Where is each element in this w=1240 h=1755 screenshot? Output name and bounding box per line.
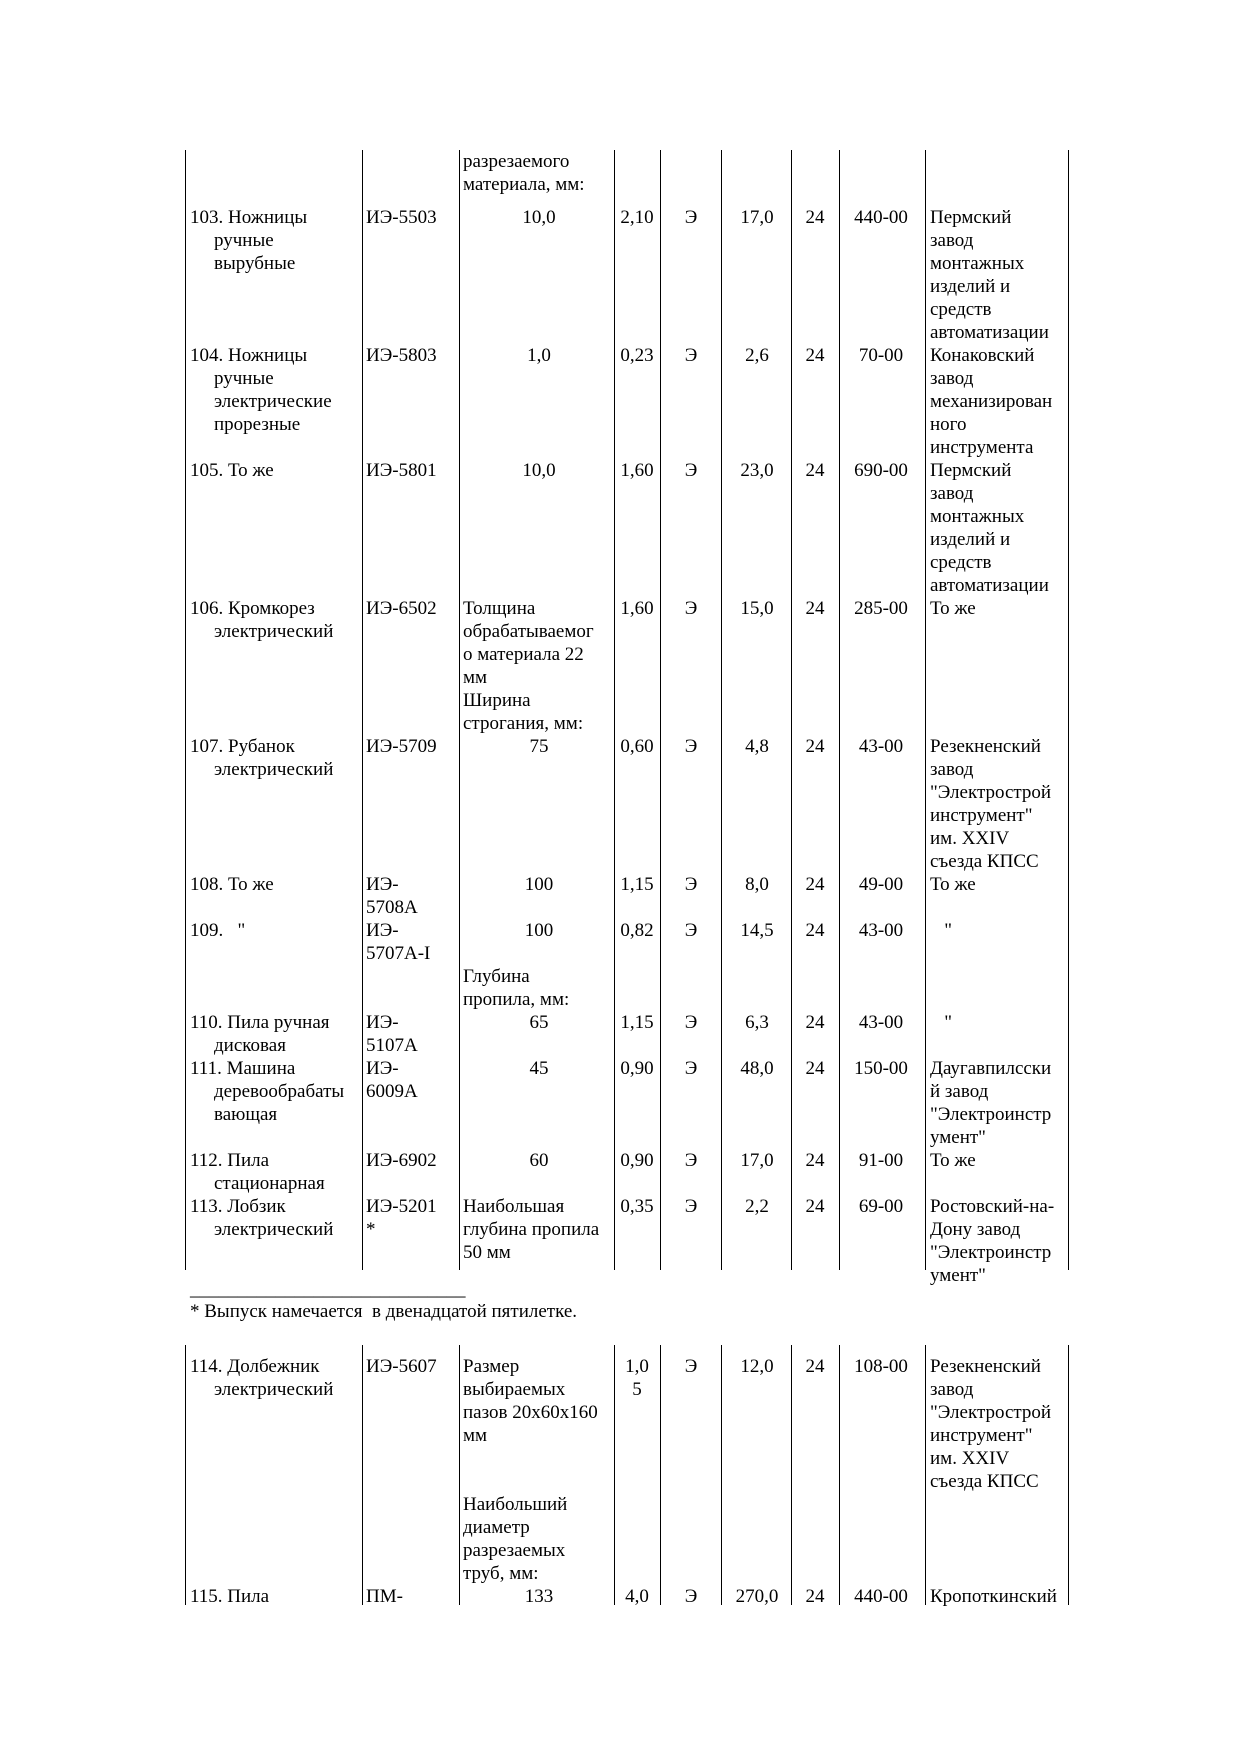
cell-type: Э	[684, 920, 698, 941]
cell-mass: 8,0	[745, 874, 769, 895]
cell-price: 43-00	[858, 1012, 904, 1033]
cell-mass: 15,0	[740, 598, 774, 619]
cell-maker: механизирован	[930, 391, 1053, 412]
param-header: разрезаемого	[463, 151, 570, 172]
cell-model: *	[366, 1219, 376, 1240]
cell-maker: средств	[930, 299, 992, 320]
param-header: пропила, мм:	[463, 989, 570, 1010]
cell-volt: 24	[805, 1012, 825, 1033]
cell-price: 69-00	[858, 1196, 904, 1217]
cell-type: Э	[684, 736, 698, 757]
cell-maker: "Электроинстр	[930, 1104, 1052, 1125]
column-divider	[362, 150, 363, 1270]
cell-name: 108. То же	[190, 874, 274, 895]
cell-mass: 12,0	[740, 1356, 774, 1377]
cell-model: 5708А	[366, 897, 418, 918]
cell-param: Размер	[463, 1356, 520, 1377]
param-header: Глубина	[463, 966, 530, 987]
cell-model: ИЭ-	[366, 1058, 399, 1079]
cell-name: прорезные	[214, 414, 301, 435]
cell-power: 2,10	[620, 207, 654, 228]
cell-param: 100	[524, 874, 554, 895]
cell-volt: 24	[805, 345, 825, 366]
column-divider	[925, 1345, 926, 1605]
cell-maker: Пермский	[930, 460, 1012, 481]
cell-type: Э	[684, 1012, 698, 1033]
cell-maker: изделий и	[930, 529, 1011, 550]
cell-type: Э	[684, 598, 698, 619]
cell-price: 49-00	[858, 874, 904, 895]
cell-model: ПМ-	[366, 1586, 403, 1607]
cell-name: 112. Пила	[190, 1150, 270, 1171]
cell-maker: Пермский	[930, 207, 1012, 228]
cell-price: 43-00	[858, 736, 904, 757]
cell-name: 107. Рубанок	[190, 736, 295, 757]
cell-maker: съезда КПСС	[930, 851, 1039, 872]
cell-type: Э	[684, 1150, 698, 1171]
cell-param: 45	[529, 1058, 549, 1079]
cell-name: 105. То же	[190, 460, 274, 481]
cell-name: 103. Ножницы	[190, 207, 308, 228]
cell-maker: автоматизации	[930, 575, 1049, 596]
cell-model: 5707А-I	[366, 943, 431, 964]
cell-param: глубина пропила	[463, 1219, 600, 1240]
cell-maker: умент"	[930, 1265, 986, 1286]
column-divider	[660, 150, 661, 1270]
cell-mass: 2,2	[745, 1196, 769, 1217]
cell-maker: умент"	[930, 1127, 986, 1148]
cell-price: 91-00	[858, 1150, 904, 1171]
cell-param: 75	[529, 736, 549, 757]
column-divider	[721, 1345, 722, 1605]
cell-param: диаметр	[463, 1517, 530, 1538]
cell-param: пазов 20х60х160	[463, 1402, 598, 1423]
cell-maker: "Электрострой	[930, 1402, 1052, 1423]
cell-maker: Ростовский-на-	[930, 1196, 1055, 1217]
cell-mass: 17,0	[740, 207, 774, 228]
cell-name: 110. Пила ручная	[190, 1012, 330, 1033]
cell-maker: ного	[930, 414, 967, 435]
cell-maker: инструмента	[930, 437, 1034, 458]
cell-param: 133	[524, 1586, 554, 1607]
cell-maker: "Электрострой	[930, 782, 1052, 803]
cell-param: обрабатываемог	[463, 621, 594, 642]
cell-maker: То же	[930, 1150, 976, 1171]
cell-model: ИЭ-5709	[366, 736, 437, 757]
cell-name: электрический	[214, 759, 334, 780]
cell-model: ИЭ-5201	[366, 1196, 437, 1217]
cell-param: Наибольший	[463, 1494, 568, 1515]
cell-name: стационарная	[214, 1173, 325, 1194]
cell-power: 0,35	[620, 1196, 654, 1217]
cell-volt: 24	[805, 1356, 825, 1377]
cell-volt: 24	[805, 1196, 825, 1217]
cell-maker: инструмент"	[930, 805, 1033, 826]
cell-model: 6009А	[366, 1081, 418, 1102]
cell-param: 1,0	[527, 345, 551, 366]
cell-name: электрические	[214, 391, 332, 412]
cell-param: 10,0	[522, 460, 556, 481]
cell-maker: монтажных	[930, 253, 1025, 274]
cell-type: Э	[684, 1196, 698, 1217]
cell-price: 285-00	[854, 598, 908, 619]
column-divider	[362, 1345, 363, 1605]
cell-power: 1,15	[620, 1012, 654, 1033]
cell-model: 5107А	[366, 1035, 418, 1056]
cell-model: ИЭ-	[366, 874, 399, 895]
cell-price: 43-00	[858, 920, 904, 941]
cell-price: 690-00	[854, 460, 908, 481]
param-header: материала, мм:	[463, 174, 585, 195]
cell-param: Наибольшая	[463, 1196, 565, 1217]
cell-mass: 4,8	[745, 736, 769, 757]
footnote-text: * Выпуск намечается в двенадцатой пятилетке.	[190, 1301, 578, 1322]
cell-param: Ширина	[463, 690, 531, 711]
cell-name: электрический	[214, 1379, 334, 1400]
cell-type: Э	[684, 874, 698, 895]
cell-model: ИЭ-6502	[366, 598, 437, 619]
cell-param: выбираемых	[463, 1379, 566, 1400]
cell-mass: 17,0	[740, 1150, 774, 1171]
cell-name: 104. Ножницы	[190, 345, 308, 366]
cell-price: 150-00	[854, 1058, 908, 1079]
cell-model: ИЭ-5503	[366, 207, 437, 228]
cell-power: 0,23	[620, 345, 654, 366]
cell-name: вающая	[214, 1104, 278, 1125]
cell-maker: завод	[930, 368, 974, 389]
cell-model: ИЭ-5801	[366, 460, 437, 481]
cell-power: 1,60	[620, 598, 654, 619]
cell-model: ИЭ-5607	[366, 1356, 437, 1377]
cell-name: вырубные	[214, 253, 296, 274]
cell-power: 0,60	[620, 736, 654, 757]
cell-power: 5	[632, 1379, 642, 1400]
cell-param: строгания, мм:	[463, 713, 584, 734]
column-divider	[791, 1345, 792, 1605]
cell-price: 108-00	[854, 1356, 908, 1377]
cell-volt: 24	[805, 1150, 825, 1171]
cell-param: разрезаемых	[463, 1540, 566, 1561]
cell-maker: изделий и	[930, 276, 1011, 297]
cell-name: 115. Пила	[190, 1586, 270, 1607]
cell-param: о материала 22	[463, 644, 584, 665]
cell-maker: "Электроинстр	[930, 1242, 1052, 1263]
cell-name: 111. Машина	[190, 1058, 296, 1079]
column-divider	[185, 1345, 186, 1605]
cell-volt: 24	[805, 1586, 825, 1607]
cell-param: 100	[524, 920, 554, 941]
cell-name: 106. Кромкорез	[190, 598, 315, 619]
cell-maker: им. XXIV	[930, 1448, 1010, 1469]
cell-name: ручные	[214, 230, 274, 251]
cell-maker: "	[930, 1012, 953, 1033]
cell-power: 4,0	[625, 1586, 649, 1607]
cell-name: электрический	[214, 621, 334, 642]
cell-name: электрический	[214, 1219, 334, 1240]
cell-maker: им. XXIV	[930, 828, 1010, 849]
cell-power: 0,90	[620, 1150, 654, 1171]
cell-maker: инструмент"	[930, 1425, 1033, 1446]
cell-maker: съезда КПСС	[930, 1471, 1039, 1492]
cell-model: ИЭ-6902	[366, 1150, 437, 1171]
cell-maker: Кропоткинский	[930, 1586, 1057, 1607]
cell-name: 114. Долбежник	[190, 1356, 320, 1377]
cell-type: Э	[684, 1356, 698, 1377]
cell-power: 0,82	[620, 920, 654, 941]
cell-power: 1,15	[620, 874, 654, 895]
cell-maker: Конаковский	[930, 345, 1035, 366]
cell-param: труб, мм:	[463, 1563, 539, 1584]
cell-maker: автоматизации	[930, 322, 1049, 343]
cell-price: 440-00	[854, 207, 908, 228]
cell-model: ИЭ-5803	[366, 345, 437, 366]
column-divider	[839, 1345, 840, 1605]
cell-volt: 24	[805, 874, 825, 895]
cell-maker: завод	[930, 483, 974, 504]
cell-mass: 6,3	[745, 1012, 769, 1033]
cell-maker: То же	[930, 598, 976, 619]
column-divider	[459, 1345, 460, 1605]
cell-name: 109. "	[190, 920, 246, 941]
cell-maker: "	[930, 920, 953, 941]
cell-param: 60	[529, 1150, 549, 1171]
cell-param: 50 мм	[463, 1242, 511, 1263]
cell-volt: 24	[805, 207, 825, 228]
cell-name: 113. Лобзик	[190, 1196, 286, 1217]
cell-maker: То же	[930, 874, 976, 895]
cell-maker: завод	[930, 1379, 974, 1400]
cell-maker: Даугавпилсски	[930, 1058, 1052, 1079]
cell-model: ИЭ-	[366, 920, 399, 941]
cell-param: 10,0	[522, 207, 556, 228]
cell-type: Э	[684, 1586, 698, 1607]
cell-volt: 24	[805, 920, 825, 941]
cell-mass: 48,0	[740, 1058, 774, 1079]
column-divider	[791, 150, 792, 1270]
cell-volt: 24	[805, 1058, 825, 1079]
cell-type: Э	[684, 207, 698, 228]
cell-mass: 14,5	[740, 920, 774, 941]
cell-mass: 23,0	[740, 460, 774, 481]
cell-price: 440-00	[854, 1586, 908, 1607]
cell-param: Толщина	[463, 598, 536, 619]
cell-mass: 270,0	[735, 1586, 779, 1607]
cell-maker: средств	[930, 552, 992, 573]
cell-maker: монтажных	[930, 506, 1025, 527]
cell-param: мм	[463, 1425, 488, 1446]
cell-volt: 24	[805, 460, 825, 481]
column-divider	[660, 1345, 661, 1605]
cell-type: Э	[684, 460, 698, 481]
cell-model: ИЭ-	[366, 1012, 399, 1033]
cell-maker: Дону завод	[930, 1219, 1021, 1240]
cell-name: ручные	[214, 368, 274, 389]
cell-power: 0,90	[620, 1058, 654, 1079]
cell-name: деревообрабаты	[214, 1081, 345, 1102]
cell-maker: завод	[930, 230, 974, 251]
cell-type: Э	[684, 345, 698, 366]
cell-power: 1,60	[620, 460, 654, 481]
cell-maker: завод	[930, 759, 974, 780]
column-divider	[925, 150, 926, 1270]
column-divider	[459, 150, 460, 1270]
column-divider	[721, 150, 722, 1270]
cell-param: мм	[463, 667, 488, 688]
cell-volt: 24	[805, 598, 825, 619]
cell-maker: й завод	[930, 1081, 989, 1102]
cell-price: 70-00	[858, 345, 904, 366]
cell-param: 65	[529, 1012, 549, 1033]
footnote-rule: _____________________________	[190, 1279, 466, 1300]
cell-volt: 24	[805, 736, 825, 757]
cell-name: дисковая	[214, 1035, 286, 1056]
column-divider	[839, 150, 840, 1270]
cell-type: Э	[684, 1058, 698, 1079]
cell-mass: 2,6	[745, 345, 769, 366]
column-divider	[185, 150, 186, 1270]
cell-maker: Резекненский	[930, 736, 1041, 757]
cell-power: 1,0	[625, 1356, 649, 1377]
cell-maker: Резекненский	[930, 1356, 1041, 1377]
